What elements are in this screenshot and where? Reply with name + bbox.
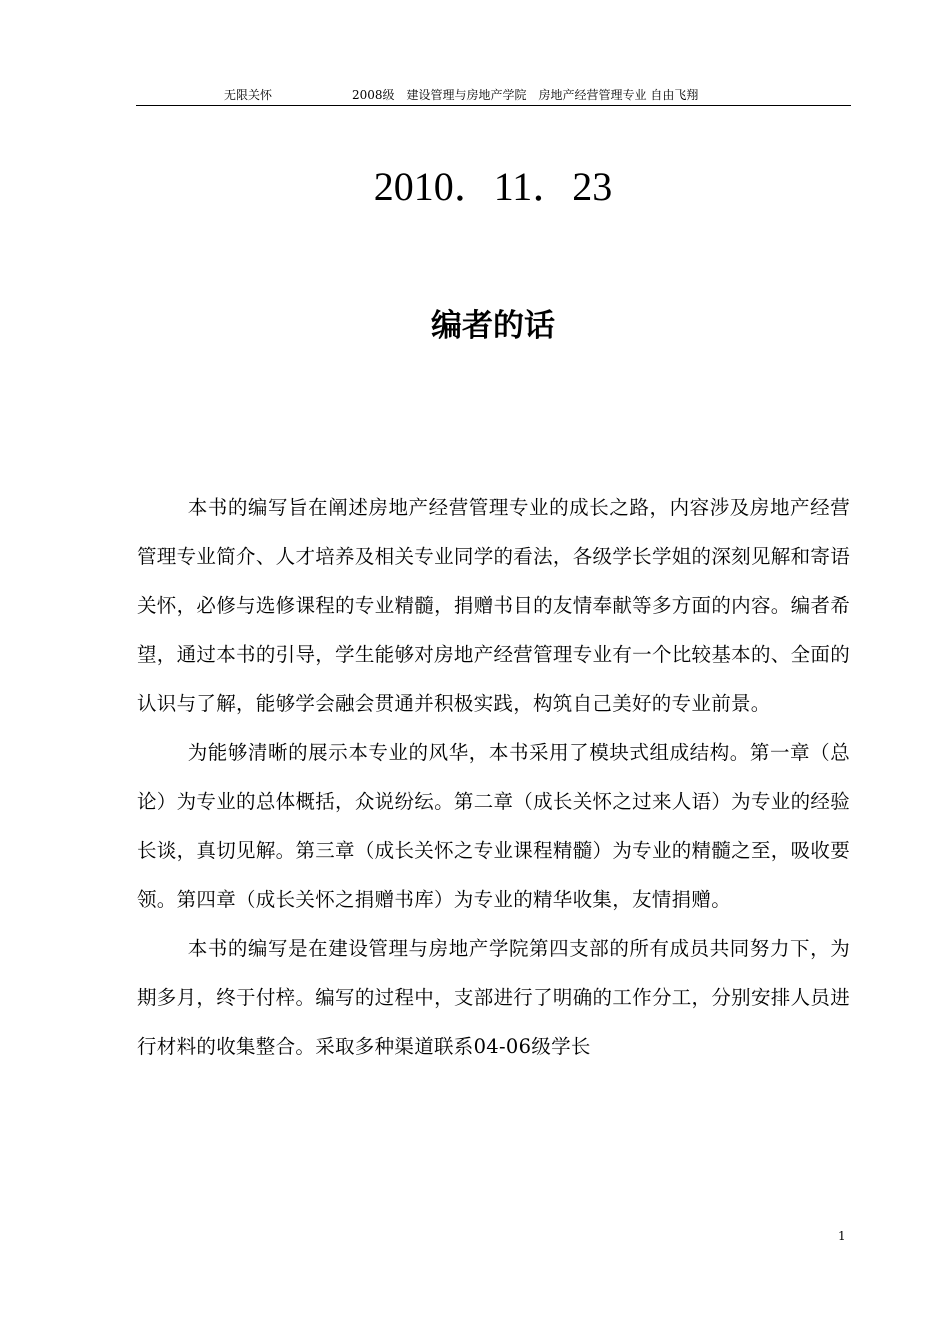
header-right-text: 2008级 建设管理与房地产学院 房地产经营管理专业 自由飞翔 xyxy=(352,88,699,102)
document-date: 2010．11．23 xyxy=(373,164,613,209)
section-title: 编者的话 xyxy=(431,308,555,344)
header-left-text: 无限关怀 xyxy=(224,88,273,102)
paragraph: 本书的编写旨在阐述房地产经营管理专业的成长之路，内容涉及房地产经营管理专业简介、人才培养及相关专业同学的看法，各级学长学姐的深刻见解和寄语关怀，必修与选修课程的专业精髓，捐赠书目的友情奉献等多方面的内容。编者希望，通过本书的引导，学生能够对房地产经营管理专业有一个比较基本的、全面的认识与了解，能够学会融会贯通并积极实践，构筑自己美好的专业前景。 xyxy=(137,496,850,715)
paragraph: 为能够清晰的展示本专业的风华，本书采用了模块式组成结构。第一章（总论）为专业的总体概括，众说纷纭。第二章（成长关怀之过来人语）为专业的经验长谈，真切见解。第三章（成长关怀之专业课程精髓）为专业的精髓之至，吸收要领。第四章（成长关怀之捐赠书库）为专业的精华收集，友情捐赠。 xyxy=(137,741,850,911)
page-number: 1 xyxy=(838,1229,846,1243)
paragraph: 本书的编写是在建设管理与房地产学院第四支部的所有成员共同努力下，为期多月，终于付梓。编写的过程中，支部进行了明确的工作分工，分别安排人员进行材料的收集整合。采取多种渠道联系04-06级学长 xyxy=(137,937,850,1058)
page-header xyxy=(136,88,851,106)
body-text xyxy=(137,483,850,1071)
